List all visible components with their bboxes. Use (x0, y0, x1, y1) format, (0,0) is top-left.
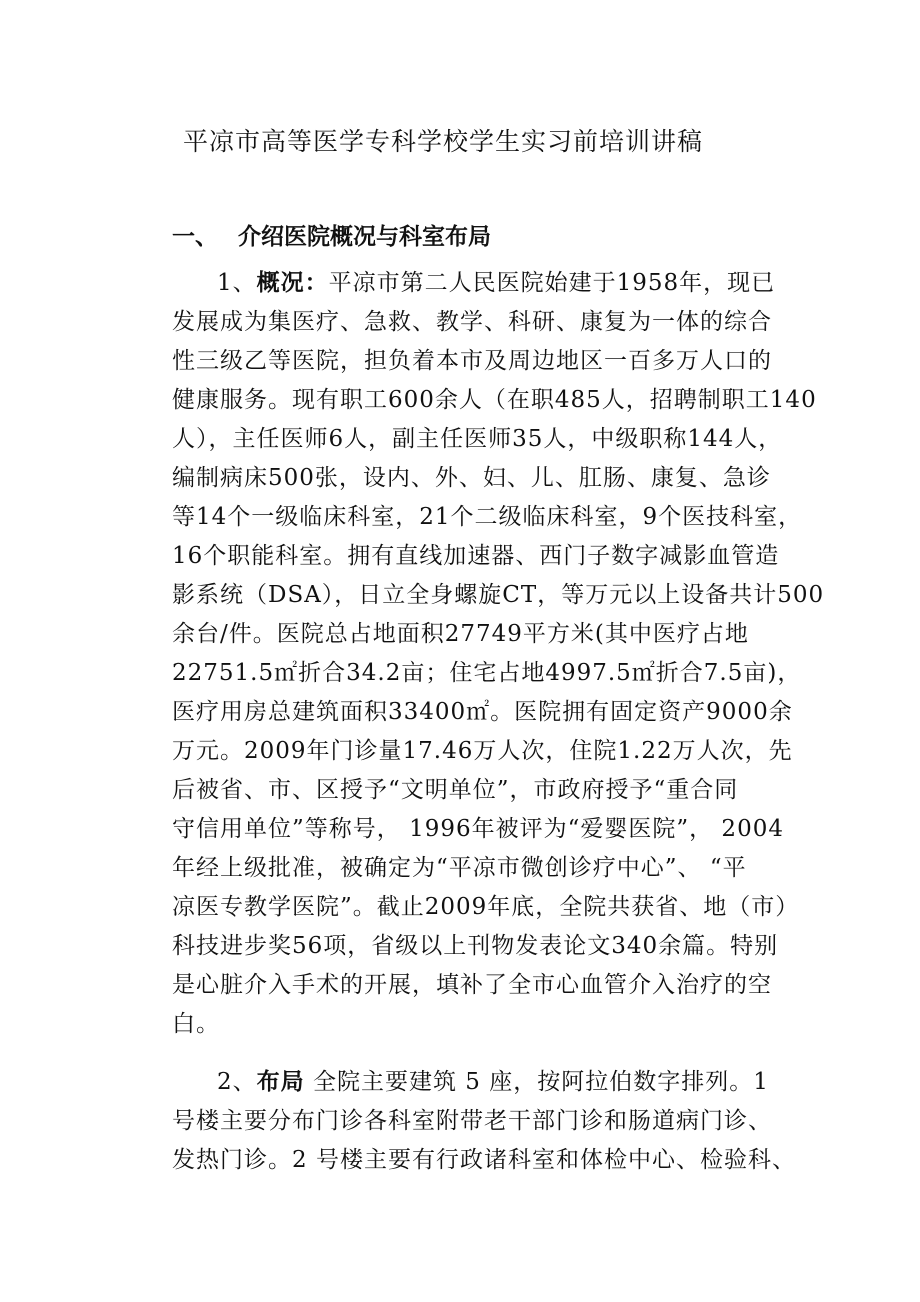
text-line: 影系统（DSA），日立全身螺旋CT，等万元以上设备共计500 (172, 582, 825, 608)
text-line: 号楼主要分布门诊各科室附带老干部门诊和肠道病门诊、 (172, 1108, 772, 1134)
line-text: 平凉市第二人民医院始建于1958年，现已 (328, 270, 776, 296)
text-line: 守信用单位”等称号， 1996年被评为“爱婴医院”， 2004 (172, 816, 784, 842)
text-line: 年经上级批准，被确定为“平凉市微创诊疗中心”、 “平 (172, 855, 747, 881)
text-line: 22751.5㎡折合34.2亩；住宅占地4997.5㎡折合7.5亩)， (172, 660, 802, 686)
text-line: 健康服务。现有职工600余人（在职485人，招聘制职工140 (172, 387, 817, 413)
text-line: 凉医专教学医院”。截止2009年底，全院共获省、地（市） (172, 894, 800, 920)
line-text: 全院主要建筑 5 座，按阿拉伯数字排列。1 (304, 1069, 769, 1095)
text-line: 白。 (172, 1011, 220, 1037)
item-number: 2、 (217, 1069, 257, 1095)
text-line: 16个职能科室。拥有直线加速器、西门子数字减影血管造 (172, 543, 780, 569)
text-line: 性三级乙等医院，担负着本市及周边地区一百多万人口的 (172, 348, 772, 374)
text-line (217, 268, 775, 298)
section-title: 介绍医院概况与科室布局 (238, 223, 491, 250)
text-line: 发热门诊。2 号楼主要有行政诸科室和体检中心、检验科、 (172, 1147, 796, 1173)
text-line: 编制病床500张，设内、外、妇、儿、肛肠、康复、急诊 (172, 465, 771, 491)
item-label: 概况： (256, 269, 329, 296)
item-number: 1、 (217, 270, 257, 296)
text-line: 余台/件。医院总占地面积27749平方米(其中医疗占地 (172, 621, 749, 647)
text-line: 人），主任医师6人，副主任医师35人，中级职称144人， (172, 426, 783, 452)
text-line: 医疗用房总建筑面积33400㎡。医院拥有固定资产9000余 (172, 699, 793, 725)
section-number: 一、 (172, 223, 218, 250)
text-line: 万元。2009年门诊量17.46万人次，住院1.22万人次，先 (172, 738, 793, 764)
text-line: 等14个一级临床科室，21个二级临床科室，9个医技科室， (172, 504, 803, 530)
text-line: 后被省、市、区授予“文明单位”，市政府授予“重合同 (172, 777, 739, 803)
text-line (217, 1067, 769, 1097)
item-label: 布局 (256, 1068, 305, 1095)
text-line: 科技进步奖56项，省级以上刊物发表论文340余篇。特别 (172, 933, 779, 959)
document-title: 平凉市高等医学专科学校学生实习前培训讲稿 (183, 127, 704, 156)
text-line: 是心脏介入手术的开展，填补了全市心血管介入治疗的空 (172, 972, 772, 998)
text-line: 发展成为集医疗、急救、教学、科研、康复为一体的综合 (172, 309, 772, 335)
section-heading (172, 218, 491, 251)
